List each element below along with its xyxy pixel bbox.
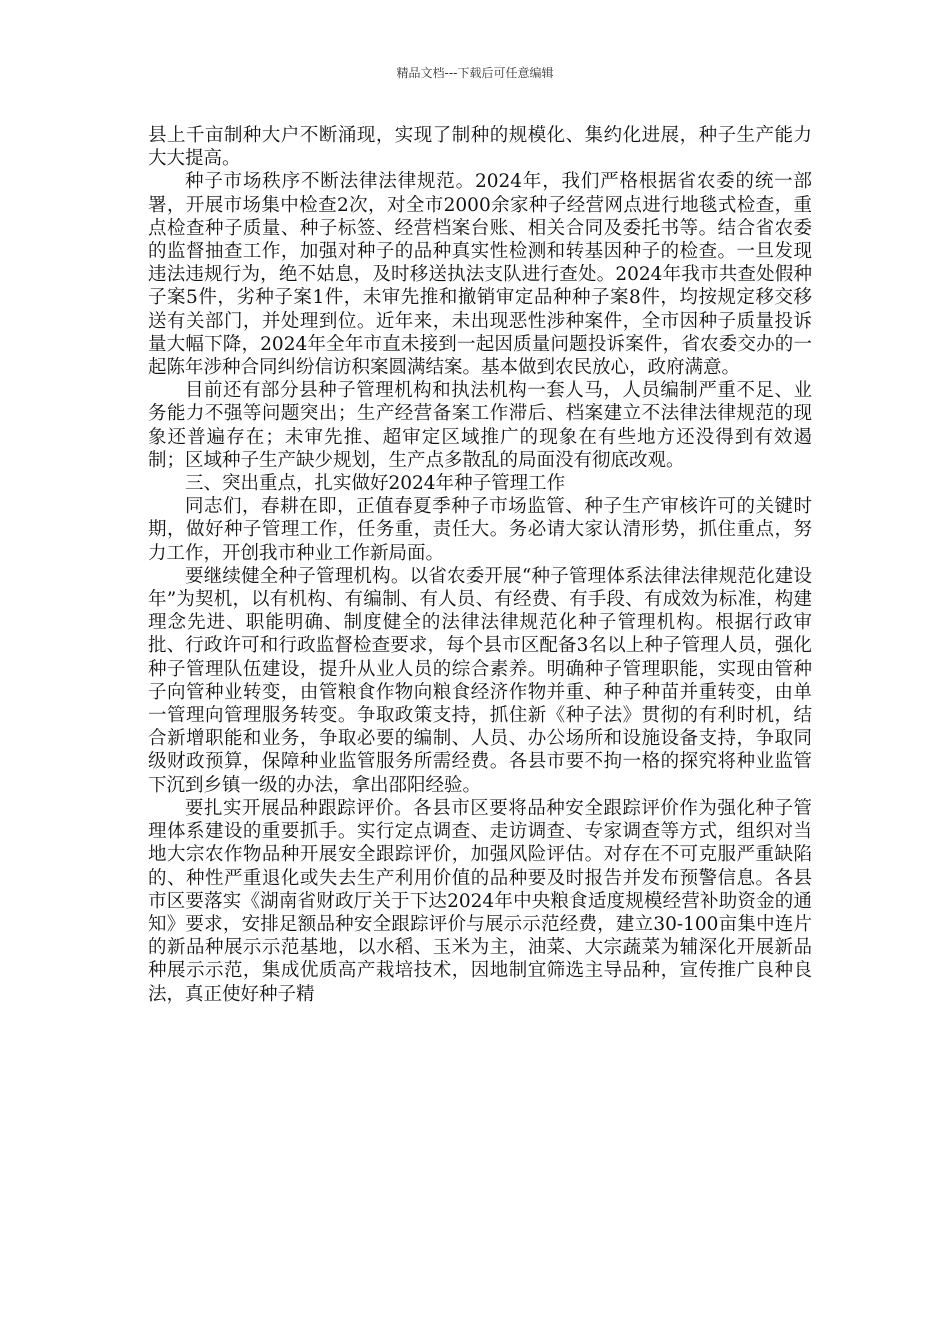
paragraph-6: 要扎实开展品种跟踪评价。各县市区要将品种安全跟踪评价作为强化种子管理体系建设的重要抓手。实行定点调查、走访调查、专家调查等方式，组织对当地大宗农作物品种开展安全跟踪评价，加强风险评估。对存在不可克服严重缺陷的、种性严重退化或失去生产利用价值的品种要及时报告并发布预警信息。各县市区要落实《湖南省财政厅关于下达2024年中央粮食适度规模经营补助资金的通知》要求，安排足额品种安全跟踪评价与展示示范经费，建立30-100亩集中连片的新品种展示示范基地，以水稻、玉米为主，油菜、大宗蔬菜为辅深化开展新品种展示示范，集成优质高产栽培技术，因地制宜筛选主导品种，宣传推广良种良法，真正使好种子精 xyxy=(148,797,812,1005)
paragraph-2: 种子市场秩序不断法律法律规范。2024年，我们严格根据省农委的统一部署，开展市场集中检查2次，对全市2000余家种子经营网点进行地毯式检查，重点检查种子质量、种子标签、经营档案台账、相关合同及委托书等。结合省农委的监督抽查工作，加强对种子的品种真实性检测和转基因种子的检查。一旦发现违法违规行为，绝不姑息，及时移送执法支队进行查处。2024年我市共查处假种子案5件，劣种子案1件，未审先推和撤销审定品种种子案8件，均按规定移交移送有关部门，并处理到位。近年来，未出现恶性涉种案件，全市因种子质量投诉量大幅下降，2024年全年市直未接到一起因质量问题投诉案件，省农委交办的一起陈年涉种合同纠纷信访积案圆满结案。基本做到农民放心，政府满意。 xyxy=(148,171,812,379)
page-header: 精品文档---下载后可任意编辑 xyxy=(396,66,554,80)
document-body xyxy=(148,124,812,1006)
paragraph-3: 目前还有部分县种子管理机构和执法机构一套人马，人员编制严重不足、业务能力不强等问题突出；生产经营备案工作滞后、档案建立不法律法律规范的现象还普遍存在；未审先推、超审定区域推广的现象在有些地方还没得到有效遏制；区域种子生产缺少规划，生产点多散乱的局面没有彻底改观。 xyxy=(148,380,812,471)
paragraph-1: 县上千亩制种大户不断涌现，实现了制种的规模化、集约化进展，种子生产能力大大提高。 xyxy=(148,125,812,170)
paragraph-4: 同志们，春耕在即，正值春夏季种子市场监管、种子生产审核许可的关键时期，做好种子管理工作，任务重，责任大。务必请大家认清形势，抓住重点，努力工作，开创我市种业工作新局面。 xyxy=(148,496,812,564)
paragraph-5: 要继续健全种子管理机构。以省农委开展“种子管理体系法律法律规范化建设年”为契机，以有机构、有编制、有人员、有经费、有手段、有成效为标准，构建理念先进、职能明确、制度健全的法律法律规范化种子管理机构。根据行政审批、行政许可和行政监督检查要求，每个县市区配备3名以上种子管理人员，强化种子管理队伍建设，提升从业人员的综合素养。明确种子管理职能，实现由管种子向管种业转变，由管粮食作物向粮食经济作物并重、种子种苗并重转变，由单一管理向管理服务转变。争取政策支持，抓住新《种子法》贯彻的有利时机，结合新增职能和业务，争取必要的编制、人员、办公场所和设施设备支持，争取同级财政预算，保障种业监管服务所需经费。各县市要不拘一格的探究将种业监管下沉到乡镇一级的办法，拿出邵阳经验。 xyxy=(148,565,812,796)
section-heading: 三、突出重点，扎实做好2024年种子管理工作 xyxy=(185,473,566,495)
